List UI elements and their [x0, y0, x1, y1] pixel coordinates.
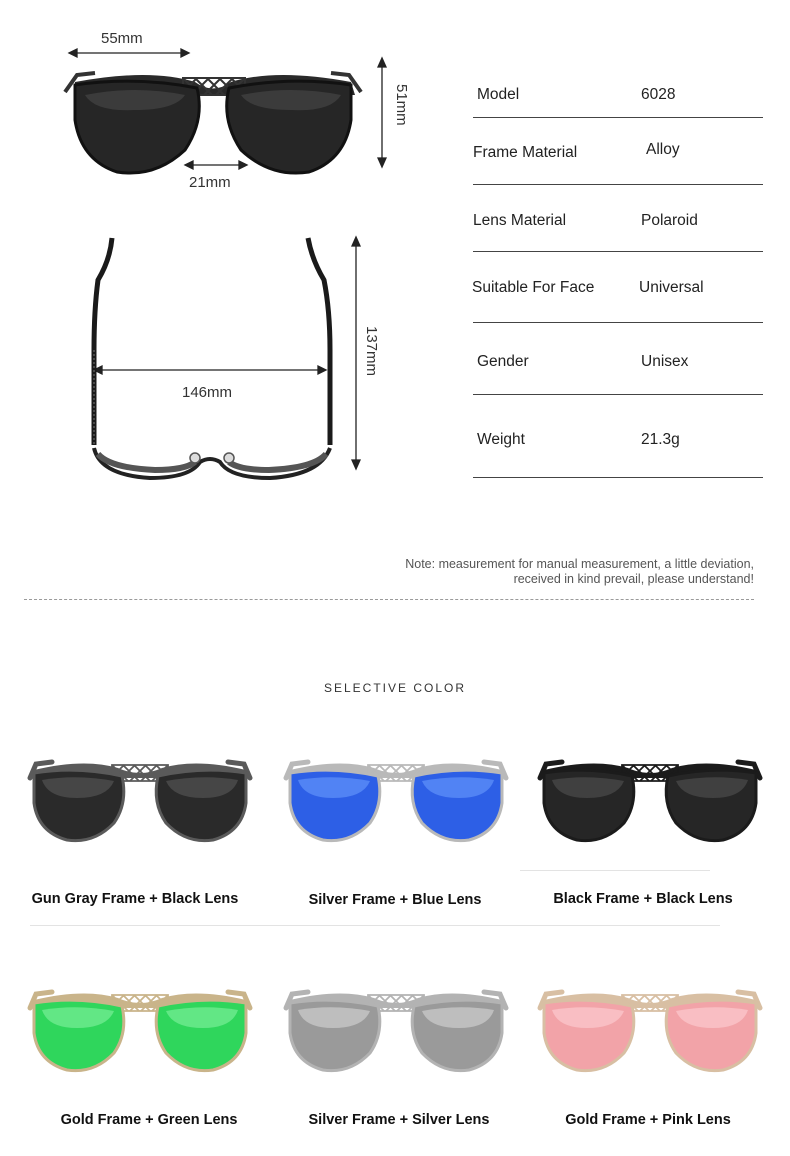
spec-row-weight — [473, 394, 763, 478]
glasses-icon — [22, 748, 258, 848]
spec-row-model — [473, 70, 763, 118]
spec-row-lens-material — [473, 184, 763, 252]
spec-value: Alloy — [646, 141, 680, 158]
spec-key: Suitable For Face — [472, 279, 595, 296]
variant-image-1[interactable] — [22, 748, 258, 848]
section-divider — [24, 599, 754, 600]
frame-width-label: 146mm — [182, 384, 233, 401]
glasses-icon — [532, 978, 768, 1078]
section-title: SELECTIVE COLOR — [323, 681, 467, 695]
variant-label[interactable]: Gold Frame + Pink Lens — [565, 1112, 731, 1128]
spec-value: 6028 — [641, 86, 676, 103]
variant-label[interactable]: Gun Gray Frame + Black Lens — [31, 891, 239, 907]
variant-image-2[interactable] — [278, 748, 514, 848]
note-line-2: received in kind prevail, please understand! — [513, 572, 754, 586]
front-glasses-svg — [55, 40, 415, 200]
variant-image-3[interactable] — [532, 748, 768, 848]
spec-row-suitable-face — [473, 251, 763, 323]
glasses-icon — [278, 748, 514, 848]
spec-value: Unisex — [641, 353, 689, 370]
spec-key: Weight — [477, 431, 525, 448]
note-line-1: Note: measurement for manual measurement, a little deviation, — [405, 557, 754, 571]
lens-height-label: 51mm — [393, 84, 410, 126]
glasses-icon — [22, 978, 258, 1078]
spec-key: Lens Material — [473, 212, 567, 229]
spec-row-frame-material — [473, 117, 763, 185]
variant-image-4[interactable] — [22, 978, 258, 1078]
variant-label[interactable]: Silver Frame + Silver Lens — [308, 1112, 490, 1128]
spec-value: Universal — [639, 279, 704, 296]
variant-label[interactable]: Silver Frame + Blue Lens — [308, 892, 482, 908]
glasses-icon — [532, 748, 768, 848]
spec-key: Frame Material — [473, 144, 578, 161]
spec-key: Model — [477, 86, 520, 103]
spec-value: 21.3g — [641, 431, 680, 448]
spec-key: Gender — [477, 353, 529, 370]
top-diagram — [80, 230, 400, 495]
glasses-icon — [278, 978, 514, 1078]
front-diagram — [55, 30, 415, 200]
top-glasses-svg — [80, 230, 400, 495]
variant-label[interactable]: Gold Frame + Green Lens — [60, 1112, 238, 1128]
spec-row-gender — [473, 322, 763, 395]
spec-value: Polaroid — [641, 212, 698, 229]
temple-length-label: 137mm — [363, 326, 380, 377]
row-separator — [30, 925, 720, 926]
lens-width-label: 55mm — [101, 30, 143, 47]
variant-image-6[interactable] — [532, 978, 768, 1078]
bridge-width-label: 21mm — [189, 174, 231, 191]
variant-image-5[interactable] — [278, 978, 514, 1078]
measurement-note — [300, 557, 754, 587]
variant-label[interactable]: Black Frame + Black Lens — [553, 891, 733, 907]
row-separator — [520, 870, 710, 871]
